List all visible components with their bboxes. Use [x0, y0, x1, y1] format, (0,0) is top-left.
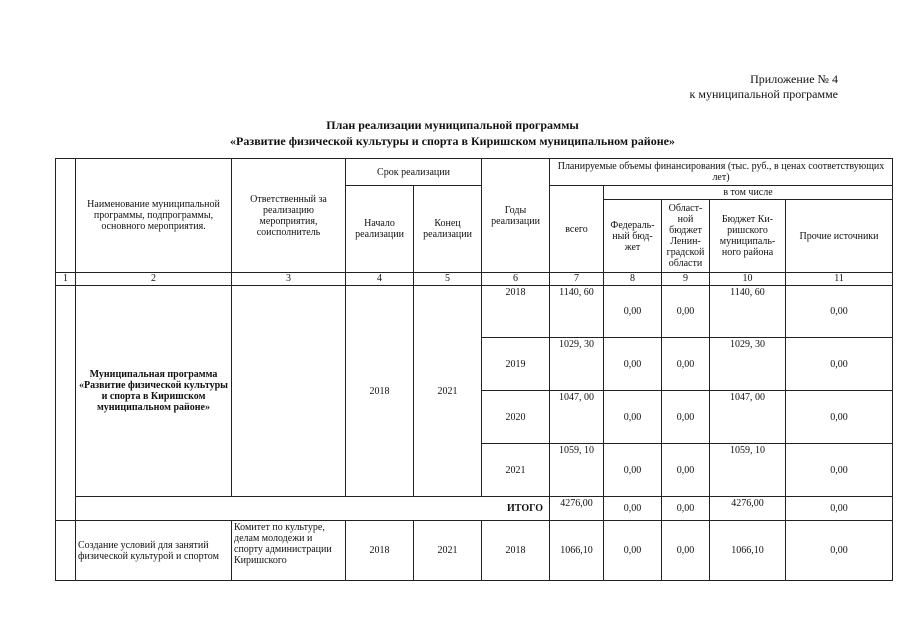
program-name: Муниципальная программа «Развитие физической культуры и спорта в Киришском муниципальном районе»	[76, 286, 232, 497]
row-index-cell	[56, 286, 76, 521]
activity-end: 2021	[414, 521, 482, 581]
program-local: 1140, 60	[710, 286, 786, 338]
program-year: 2020	[482, 391, 550, 444]
total-local: 4276,00	[710, 497, 786, 521]
title-line-2: «Развитие физической культуры и спорта в Киришском муниципальном районе»	[230, 134, 675, 148]
header-start: Начало реализации	[346, 186, 414, 273]
activity-regional: 0,00	[662, 521, 710, 581]
header-years: Годы реализации	[482, 159, 550, 273]
total-regional: 0,00	[662, 497, 710, 521]
column-number: 6	[482, 273, 550, 286]
program-local: 1029, 30	[710, 338, 786, 391]
appendix-reference: к муниципальной программе	[689, 87, 838, 101]
program-total: 1047, 00	[550, 391, 604, 444]
total-other: 0,00	[786, 497, 893, 521]
activity-other: 0,00	[786, 521, 893, 581]
header-program-name: Наименование муниципальной программы, подпрограммы, основного мероприятия.	[76, 159, 232, 273]
program-year: 2018	[482, 286, 550, 338]
activity-name: Создание условий для занятий физической культурой и спортом	[76, 521, 232, 581]
column-number: 5	[414, 273, 482, 286]
program-year: 2019	[482, 338, 550, 391]
table-row	[56, 521, 893, 581]
header-period: Срок реализации	[346, 159, 482, 186]
program-start: 2018	[346, 286, 414, 497]
column-number: 7	[550, 273, 604, 286]
page-title	[0, 117, 905, 149]
column-number: 1	[56, 273, 76, 286]
program-federal: 0,00	[604, 391, 662, 444]
program-regional: 0,00	[662, 391, 710, 444]
program-federal: 0,00	[604, 444, 662, 497]
program-federal: 0,00	[604, 338, 662, 391]
program-local: 1059, 10	[710, 444, 786, 497]
column-numbers-row	[56, 273, 893, 286]
column-number: 11	[786, 273, 893, 286]
header-local: Бюджет Ки-ришского муниципаль-ного района	[710, 200, 786, 273]
program-other: 0,00	[786, 444, 893, 497]
header-regional: Област-ной бюджет Ленин-градской области	[662, 200, 710, 273]
appendix-number: Приложение № 4	[750, 72, 838, 86]
column-number: 2	[76, 273, 232, 286]
program-regional: 0,00	[662, 286, 710, 338]
activity-responsible: Комитет по культуре, делам молодежи и спорту администрации Киришского	[232, 521, 346, 581]
total-federal: 0,00	[604, 497, 662, 521]
plan-table	[55, 158, 893, 581]
header-row	[56, 159, 893, 186]
program-total: 1029, 30	[550, 338, 604, 391]
program-local: 1047, 00	[710, 391, 786, 444]
program-other: 0,00	[786, 338, 893, 391]
program-year: 2021	[482, 444, 550, 497]
program-other: 0,00	[786, 286, 893, 338]
column-number: 4	[346, 273, 414, 286]
program-other: 0,00	[786, 391, 893, 444]
header-col-1	[56, 159, 76, 273]
program-responsible	[232, 286, 346, 497]
table-row	[56, 286, 893, 338]
activity-federal: 0,00	[604, 521, 662, 581]
program-regional: 0,00	[662, 444, 710, 497]
header-including: в том числе	[604, 186, 893, 200]
header-responsible: Ответственный за реализацию мероприятия, соисполнитель	[232, 159, 346, 273]
program-total: 1140, 60	[550, 286, 604, 338]
column-number: 10	[710, 273, 786, 286]
column-number: 9	[662, 273, 710, 286]
activity-start: 2018	[346, 521, 414, 581]
activity-year: 2018	[482, 521, 550, 581]
header-federal: Федераль-ный бюд-жет	[604, 200, 662, 273]
row-index-cell	[56, 521, 76, 581]
header-funding: Планируемые объемы финансирования (тыс. руб., в ценах соответствующих лет)	[550, 159, 893, 186]
title-line-1: План реализации муниципальной программы	[326, 118, 579, 132]
header-end: Конец реализации	[414, 186, 482, 273]
total-sum: 4276,00	[550, 497, 604, 521]
program-regional: 0,00	[662, 338, 710, 391]
total-row	[56, 497, 893, 521]
header-total: всего	[550, 186, 604, 273]
activity-total: 1066,10	[550, 521, 604, 581]
total-label: ИТОГО	[76, 497, 550, 521]
header-other: Прочие источники	[786, 200, 893, 273]
program-end: 2021	[414, 286, 482, 497]
column-number: 8	[604, 273, 662, 286]
program-total: 1059, 10	[550, 444, 604, 497]
appendix-note	[690, 72, 838, 102]
program-federal: 0,00	[604, 286, 662, 338]
column-number: 3	[232, 273, 346, 286]
activity-local: 1066,10	[710, 521, 786, 581]
